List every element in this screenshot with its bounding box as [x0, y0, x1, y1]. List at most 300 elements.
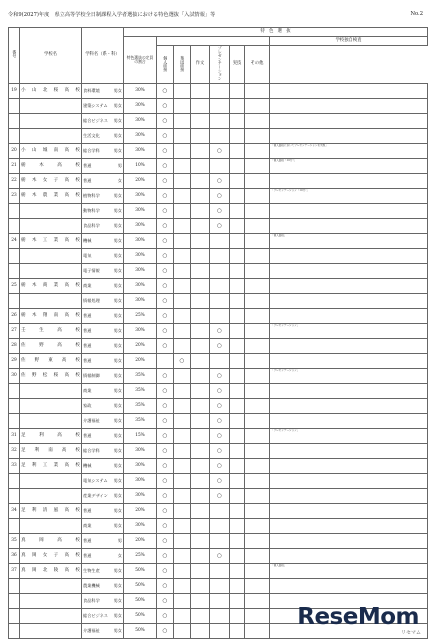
group-interview-mark [174, 474, 191, 489]
individual-interview-mark: ○ [157, 429, 174, 444]
number-cell: 31 [9, 429, 20, 444]
gender-label: 男女 [113, 192, 122, 198]
composition-mark [191, 144, 210, 159]
table-row [9, 549, 428, 564]
remarks-cell [270, 114, 428, 129]
other-mark [245, 564, 270, 579]
gender-label: 男女 [113, 477, 122, 483]
number-cell: 28 [9, 339, 20, 354]
composition-mark [191, 459, 210, 474]
practical-mark [230, 114, 245, 129]
school-name-cell [20, 114, 82, 129]
individual-interview-mark: ○ [157, 519, 174, 534]
course-cell [82, 594, 124, 609]
course-cell [82, 219, 124, 234]
group-interview-mark [174, 444, 191, 459]
quota-cell: 35% [124, 414, 157, 429]
practical-mark [230, 144, 245, 159]
composition-mark [191, 399, 210, 414]
presentation-mark [210, 234, 230, 249]
practical-mark [230, 129, 245, 144]
gender-label: 男女 [113, 492, 122, 498]
school-name-cell [20, 519, 82, 534]
group-interview-mark [174, 114, 191, 129]
composition-mark [191, 579, 210, 594]
quota-cell: 50% [124, 594, 157, 609]
header-individual: 個人面接 [157, 46, 174, 84]
quota-cell: 20% [124, 174, 157, 189]
course-cell [82, 174, 124, 189]
practical-mark [230, 399, 245, 414]
remarks-cell [270, 309, 428, 324]
school-name-cell [20, 129, 82, 144]
quota-cell: 30% [124, 264, 157, 279]
course-name: 家政 [83, 402, 92, 408]
presentation-mark: ○ [210, 324, 230, 339]
individual-interview-mark: ○ [157, 399, 174, 414]
group-interview-mark [174, 294, 191, 309]
individual-interview-mark: ○ [157, 489, 174, 504]
presentation-mark: ○ [210, 369, 230, 384]
school-name-cell [20, 249, 82, 264]
quota-cell: 10% [124, 159, 157, 174]
individual-interview-mark: ○ [157, 294, 174, 309]
other-mark [245, 624, 270, 639]
course-name: 総合学科 [83, 147, 100, 153]
other-mark [245, 609, 270, 624]
presentation-mark [210, 594, 230, 609]
practical-mark [230, 354, 245, 369]
course-cell [82, 294, 124, 309]
composition-mark [191, 159, 210, 174]
gender-label: 男女 [113, 627, 122, 633]
course-name: 総合学科 [83, 447, 100, 453]
gender-label: 男 [117, 162, 122, 168]
quota-cell: 50% [124, 609, 157, 624]
composition-mark [191, 549, 210, 564]
gender-label: 男女 [113, 282, 122, 288]
course-name: 介護福祉 [83, 627, 100, 633]
gender-label: 男女 [113, 222, 122, 228]
group-interview-mark [174, 279, 191, 294]
number-cell: 36 [9, 549, 20, 564]
table-row [9, 339, 428, 354]
practical-mark [230, 189, 245, 204]
group-interview-mark [174, 534, 191, 549]
number-cell [9, 219, 20, 234]
quota-cell: 30% [124, 459, 157, 474]
course-cell [82, 489, 124, 504]
other-mark [245, 324, 270, 339]
course-cell [82, 609, 124, 624]
other-mark [245, 444, 270, 459]
individual-interview-mark: ○ [157, 579, 174, 594]
presentation-mark: ○ [210, 429, 230, 444]
school-name-cell: 壬生高校 [20, 324, 82, 339]
header-group-interview: 集団面接 [174, 46, 191, 84]
number-cell [9, 264, 20, 279]
composition-mark [191, 114, 210, 129]
course-name: 普通 [83, 177, 92, 183]
course-name: 動物科学 [83, 207, 100, 213]
quota-cell: 30% [124, 114, 157, 129]
practical-mark [230, 339, 245, 354]
practical-mark [230, 279, 245, 294]
course-name: 情報制御 [83, 372, 100, 378]
number-cell: 30 [9, 369, 20, 384]
quota-cell: 30% [124, 474, 157, 489]
course-cell [82, 264, 124, 279]
course-cell [82, 99, 124, 114]
course-name: 食品科学 [83, 222, 100, 228]
gender-label: 男女 [113, 582, 122, 588]
group-interview-mark [174, 624, 191, 639]
other-mark [245, 144, 270, 159]
course-name: 普通 [83, 342, 92, 348]
table-row [9, 384, 428, 399]
remarks-cell [270, 294, 428, 309]
remarks-cell [270, 504, 428, 519]
course-cell [82, 429, 124, 444]
individual-interview-mark: ○ [157, 564, 174, 579]
practical-mark [230, 534, 245, 549]
quota-cell: 30% [124, 204, 157, 219]
course-name: 普通 [83, 162, 92, 168]
group-interview-mark [174, 384, 191, 399]
composition-mark [191, 414, 210, 429]
group-interview-mark [174, 399, 191, 414]
quota-cell: 30% [124, 444, 157, 459]
course-name: 商業 [83, 282, 92, 288]
group-interview-mark [174, 84, 191, 99]
course-name: 普通 [83, 312, 92, 318]
remarks-cell [270, 579, 428, 594]
remarks-cell: 「個人面接（10分）」 [270, 159, 428, 174]
remarks-cell [270, 264, 428, 279]
practical-mark [230, 84, 245, 99]
quota-cell: 20% [124, 504, 157, 519]
quota-cell: 35% [124, 369, 157, 384]
gender-label: 男女 [113, 417, 122, 423]
course-name: 介護福祉 [83, 417, 100, 423]
other-mark [245, 219, 270, 234]
presentation-mark [210, 519, 230, 534]
table-row [9, 279, 428, 294]
gender-label: 男女 [113, 252, 122, 258]
number-cell [9, 399, 20, 414]
quota-cell: 30% [124, 219, 157, 234]
course-cell [82, 129, 124, 144]
group-interview-mark [174, 264, 191, 279]
quota-cell: 20% [124, 339, 157, 354]
course-name: 電気システム [83, 477, 108, 483]
composition-mark [191, 474, 210, 489]
individual-interview-mark: ○ [157, 309, 174, 324]
composition-mark [191, 624, 210, 639]
other-mark [245, 594, 270, 609]
other-mark [245, 294, 270, 309]
school-name-cell: 佐野東高校 [20, 354, 82, 369]
remarks-cell [270, 99, 428, 114]
remarks-cell [270, 249, 428, 264]
number-cell: 37 [9, 564, 20, 579]
presentation-mark [210, 354, 230, 369]
other-mark [245, 459, 270, 474]
gender-label: 男女 [113, 597, 122, 603]
table-row [9, 129, 428, 144]
composition-mark [191, 204, 210, 219]
group-interview-mark [174, 489, 191, 504]
page-number: No.2 [410, 11, 423, 17]
individual-interview-mark: ○ [157, 504, 174, 519]
other-mark [245, 579, 270, 594]
practical-mark [230, 174, 245, 189]
school-name-cell [20, 264, 82, 279]
presentation-mark: ○ [210, 549, 230, 564]
presentation-mark [210, 624, 230, 639]
school-name-cell: 栃木工業高校 [20, 234, 82, 249]
number-cell: 32 [9, 444, 20, 459]
school-name-cell [20, 474, 82, 489]
presentation-mark: ○ [210, 444, 230, 459]
individual-interview-mark: ○ [157, 174, 174, 189]
table-body [9, 84, 428, 639]
gender-label: 男女 [113, 612, 122, 618]
header-sub-blank [157, 37, 270, 46]
table-row [9, 444, 428, 459]
practical-mark [230, 234, 245, 249]
school-name-cell [20, 204, 82, 219]
composition-mark [191, 504, 210, 519]
school-name-cell [20, 489, 82, 504]
presentation-mark: ○ [210, 144, 230, 159]
quota-cell: 30% [124, 129, 157, 144]
group-interview-mark [174, 369, 191, 384]
composition-mark [191, 489, 210, 504]
practical-mark [230, 204, 245, 219]
other-mark [245, 474, 270, 489]
school-name-cell: 栃木高校 [20, 159, 82, 174]
header-special-selection: 特 色 選 抜 [124, 28, 428, 37]
individual-interview-mark: ○ [157, 339, 174, 354]
individual-interview-mark: ○ [157, 459, 174, 474]
practical-mark [230, 549, 245, 564]
individual-interview-mark: ○ [157, 624, 174, 639]
presentation-mark [210, 294, 230, 309]
group-interview-mark [174, 159, 191, 174]
practical-mark [230, 324, 245, 339]
individual-interview-mark: ○ [157, 144, 174, 159]
school-name-cell: 栃木商業高校 [20, 279, 82, 294]
course-cell [82, 369, 124, 384]
practical-mark [230, 624, 245, 639]
group-interview-mark [174, 249, 191, 264]
composition-mark [191, 594, 210, 609]
group-interview-mark [174, 189, 191, 204]
table-row [9, 159, 428, 174]
table-row [9, 519, 428, 534]
group-interview-mark [174, 309, 191, 324]
presentation-mark: ○ [210, 414, 230, 429]
practical-mark [230, 264, 245, 279]
presentation-mark [210, 99, 230, 114]
logo-subtext: リセマム [401, 630, 421, 636]
presentation-mark: ○ [210, 189, 230, 204]
other-mark [245, 369, 270, 384]
number-cell [9, 594, 20, 609]
number-cell: 23 [9, 189, 20, 204]
remarks-cell [270, 204, 428, 219]
course-cell [82, 354, 124, 369]
course-cell [82, 249, 124, 264]
logo-text: ReseMom [297, 604, 419, 630]
header-composition: 作文 [191, 46, 210, 84]
other-mark [245, 504, 270, 519]
individual-interview-mark: ○ [157, 474, 174, 489]
course-name: 商業 [83, 522, 92, 528]
gender-label: 男女 [113, 342, 122, 348]
other-mark [245, 279, 270, 294]
remarks-cell [270, 519, 428, 534]
other-mark [245, 249, 270, 264]
presentation-mark [210, 114, 230, 129]
group-interview-mark [174, 549, 191, 564]
header-practical: 実技 [230, 46, 245, 84]
quota-cell: 30% [124, 234, 157, 249]
composition-mark [191, 564, 210, 579]
remarks-cell [270, 474, 428, 489]
composition-mark [191, 219, 210, 234]
school-name-cell [20, 594, 82, 609]
composition-mark [191, 99, 210, 114]
header-quota: 特色選抜の定員の割合 [124, 37, 157, 84]
composition-mark [191, 384, 210, 399]
quota-cell: 20% [124, 534, 157, 549]
gender-label: 男女 [113, 357, 122, 363]
table-row [9, 399, 428, 414]
remarks-cell [270, 129, 428, 144]
course-cell [82, 474, 124, 489]
presentation-mark [210, 249, 230, 264]
practical-mark [230, 414, 245, 429]
table-row [9, 459, 428, 474]
table-row [9, 504, 428, 519]
group-interview-mark [174, 339, 191, 354]
practical-mark [230, 489, 245, 504]
course-name: 生活文化 [83, 132, 100, 138]
individual-interview-mark: ○ [157, 414, 174, 429]
table-row [9, 174, 428, 189]
presentation-mark [210, 84, 230, 99]
individual-interview-mark: ○ [157, 84, 174, 99]
gender-label: 男女 [113, 327, 122, 333]
course-name: 建築システム [83, 102, 108, 108]
table-row [9, 354, 428, 369]
course-name: 産業デザイン [83, 492, 108, 498]
quota-cell: 30% [124, 489, 157, 504]
practical-mark [230, 294, 245, 309]
course-name: 植物科学 [83, 192, 100, 198]
remarks-cell [270, 339, 428, 354]
composition-mark [191, 309, 210, 324]
composition-mark [191, 264, 210, 279]
course-cell [82, 504, 124, 519]
course-cell [82, 84, 124, 99]
resemom-logo [297, 604, 421, 636]
individual-interview-mark: ○ [157, 279, 174, 294]
course-cell [82, 204, 124, 219]
school-name-cell: 栃木女子高校 [20, 174, 82, 189]
school-name-cell: 足利工業高校 [20, 459, 82, 474]
course-cell [82, 144, 124, 159]
group-interview-mark: ○ [174, 354, 191, 369]
practical-mark [230, 519, 245, 534]
practical-mark [230, 369, 245, 384]
practical-mark [230, 594, 245, 609]
table-row [9, 234, 428, 249]
group-interview-mark [174, 234, 191, 249]
group-interview-mark [174, 564, 191, 579]
quota-cell: 25% [124, 549, 157, 564]
course-cell [82, 624, 124, 639]
header-materials: 学校独自検査 [270, 37, 428, 46]
school-name-cell: 真岡高校 [20, 534, 82, 549]
course-name: 普通 [83, 552, 92, 558]
practical-mark [230, 579, 245, 594]
practical-mark [230, 504, 245, 519]
remarks-cell: 「個人面接」 [270, 564, 428, 579]
header-number: 番号 [9, 28, 20, 84]
school-name-cell: 佐野高校 [20, 339, 82, 354]
presentation-mark [210, 129, 230, 144]
number-cell [9, 579, 20, 594]
gender-label: 男女 [113, 132, 122, 138]
individual-interview-mark: ○ [157, 129, 174, 144]
presentation-mark: ○ [210, 399, 230, 414]
presentation-mark: ○ [210, 459, 230, 474]
header-other: その他 [245, 46, 270, 84]
course-cell [82, 159, 124, 174]
composition-mark [191, 129, 210, 144]
quota-cell: 15% [124, 429, 157, 444]
course-name: 電子情報 [83, 267, 100, 273]
table-row [9, 189, 428, 204]
number-cell: 24 [9, 234, 20, 249]
number-cell: 26 [9, 309, 20, 324]
document-title: 令和9(2027)年度 県立高等学校全日制課程入学者選抜における特色選抜「入試情報」等 [8, 12, 216, 18]
composition-mark [191, 189, 210, 204]
school-name-cell [20, 399, 82, 414]
course-cell [82, 189, 124, 204]
course-name: 機械 [83, 462, 92, 468]
course-name: 普通 [83, 537, 92, 543]
gender-label: 男女 [113, 102, 122, 108]
table-row [9, 534, 428, 549]
table-row [9, 264, 428, 279]
other-mark [245, 159, 270, 174]
quota-cell: 50% [124, 624, 157, 639]
other-mark [245, 339, 270, 354]
gender-label: 男 [117, 537, 122, 543]
quota-cell: 30% [124, 99, 157, 114]
practical-mark [230, 249, 245, 264]
table-row [9, 309, 428, 324]
school-name-cell [20, 219, 82, 234]
other-mark [245, 549, 270, 564]
other-mark [245, 354, 270, 369]
remarks-cell [270, 459, 428, 474]
number-cell [9, 624, 20, 639]
